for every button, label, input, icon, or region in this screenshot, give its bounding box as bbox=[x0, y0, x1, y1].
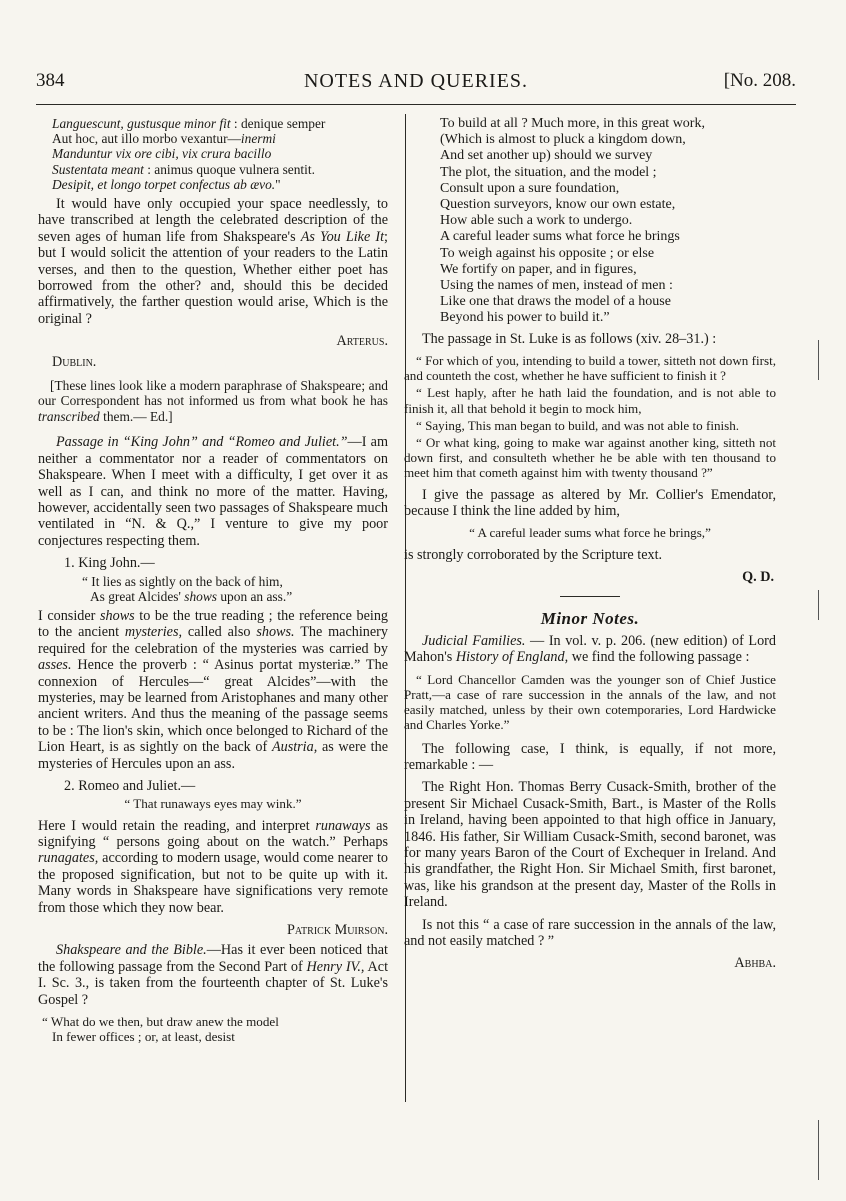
verse-line: Aut hoc, aut illo morbo vexantur—inermi bbox=[52, 131, 276, 147]
paragraph: is strongly corroborated by the Scripture text. bbox=[404, 546, 663, 563]
header-rule bbox=[36, 104, 796, 105]
verse-line: Desipit, et longo torpet confectus ab ævo." bbox=[52, 176, 281, 192]
scripture-quote: “ Saying, This man began to build, and was not able to finish. bbox=[416, 417, 740, 433]
list-item: 2. Romeo and Juliet.— bbox=[64, 778, 196, 795]
page-number: 384 bbox=[36, 70, 65, 91]
journal-title: NOTES AND QUERIES. bbox=[303, 70, 529, 92]
scripture-quote: “ Or what king, going to make war against another king, sitteth not down first, and consulteth whether he be able with ten thousand to meet him that cometh against him with twenty thousand ?” bbox=[404, 435, 776, 481]
verse-line: “ What do we then, but draw anew the model bbox=[42, 1014, 279, 1030]
edge-mark bbox=[818, 590, 819, 620]
section-rule bbox=[560, 596, 620, 597]
verse-line: Sustentata meant : animus quoque vulnera sentit. bbox=[52, 161, 315, 177]
paragraph: The following case, I think, is equally, if not more, remarkable : — bbox=[404, 740, 776, 773]
verse-line: As great Alcides' shows upon an ass.” bbox=[90, 588, 293, 604]
verse-line: Consult upon a sure foundation, bbox=[440, 180, 620, 196]
quote-verse bbox=[404, 116, 776, 327]
latin-verse bbox=[38, 116, 388, 192]
right-column bbox=[404, 116, 776, 976]
quote-verse: “ That runaways eyes may wink.” bbox=[124, 796, 302, 812]
verse-line: The plot, the situation, and the model ; bbox=[440, 164, 657, 180]
verse-line: We fortify on paper, and in figures, bbox=[440, 261, 637, 277]
verse-line: Beyond his power to build it.” bbox=[440, 310, 610, 326]
article-king-john: Passage in “King John” and “Romeo and Juliet.”—I am neither a commentator nor a reader of commentators on Shakspeare. When I meet with a difficulty, I get over it as well as I can, and think no more of the matter. Having, however, accidentally seen two passages of Shakspeare much ventilated in “N. & Q.,” I venture to give my poor conjectures respecting them. bbox=[38, 434, 389, 549]
verse-line: A careful leader sums what force he brings bbox=[440, 229, 680, 245]
verse-line: Using the names of men, instead of men : bbox=[440, 278, 673, 294]
verse-line: How able such a work to undergo. bbox=[440, 213, 633, 229]
paragraph: I give the passage as altered by Mr. Collier's Emendator, because I think the line added by him, bbox=[404, 486, 776, 520]
page-header bbox=[36, 70, 796, 100]
verse-line: Manduntur vix ore cibi, vix crura bacillo bbox=[52, 146, 272, 162]
verse-line: Like one that draws the model of a house bbox=[440, 294, 671, 310]
scripture-quote: “ For which of you, intending to build a tower, sitteth not down first, and counteth the cost, whether he have sufficient to finish it ? bbox=[404, 353, 776, 384]
verse-line: Question surveyors, know our own estate, bbox=[440, 197, 676, 213]
signature: Q. D. bbox=[742, 569, 774, 586]
verse-line: And set another up) should we survey bbox=[440, 148, 653, 164]
paragraph: The Right Hon. Thomas Berry Cusack-Smith, brother of the present Sir Michael Cusack-Smith, Bart., is Master of the Rolls in Ireland, having been appointed to that high office in January, 1846. His father, Sir William Cusack-Smith, second baronet, was for many years Baron of the Court of Exchequer in Ireland. And his grandfather, the Right Hon. Sir Michael Smith, first baronet, was, like his grandson at the present day, Master of the Rolls in Ireland. bbox=[404, 779, 776, 911]
paragraph: The passage in St. Luke is as follows (xiv. 28–31.) : bbox=[422, 330, 717, 347]
article-title: Shakspeare and the Bible. bbox=[56, 942, 207, 959]
editor-note: [These lines look like a modern paraphrase of Shakspeare; and our Correspondent has not informed us from what book he has transcribed them.— Ed.] bbox=[38, 378, 388, 424]
verse-line: Languescunt, gustusque minor fit : denique semper bbox=[52, 116, 326, 131]
verse-line: To build at all ? Much more, in this great work, bbox=[440, 116, 705, 131]
article-title: Judicial Families. bbox=[422, 632, 526, 649]
quote-verse bbox=[38, 574, 388, 604]
edge-mark bbox=[818, 1120, 819, 1180]
signature: Abhba. bbox=[734, 955, 776, 972]
place-name: Dublin. bbox=[52, 353, 97, 370]
scripture-quote: “ Lest haply, after he hath laid the foundation, and is not able to finish it, all that behold it begin to mock him, bbox=[404, 385, 776, 416]
quote-verse bbox=[38, 1014, 388, 1044]
article-judicial-families: Judicial Families. — In vol. v. p. 206. (new edition) of Lord Mahon's History of England, we find the following passage : bbox=[404, 632, 776, 666]
paragraph: Is not this “ a case of rare succession in the annals of the law, and not easily matched ? ” bbox=[404, 916, 776, 949]
left-column bbox=[38, 116, 388, 1049]
paragraph: It would have only occupied your space needlessly, to have transcribed at length the celebrated description of the seven ages of human life from Shakspeare's As You Like It; but I would solicit the attention of your readers to the Latin verses, and then to the question, Whether either poet has borrowed from the other? and, should this be decided affirmatively, the farther question would arise, Which is the original ? bbox=[38, 196, 388, 327]
verse-line: To weigh against his opposite ; or else bbox=[440, 245, 655, 261]
section-heading: Minor Notes. bbox=[540, 608, 640, 628]
verse-line: (Which is almost to pluck a kingdom down, bbox=[440, 132, 686, 148]
edge-mark bbox=[818, 340, 819, 380]
issue-number: [No. 208. bbox=[723, 70, 796, 91]
paragraph: I consider shows to be the true reading ; the reference being to the ancient mysteries, called also shows. The machinery required for the celebration of the mysteries was carried by asses. Hence the proverb : “ Asinus portat mysteriæ.” The connexion of Hercules—“ great Alcides”—with the mysteries, may be learned from Aristophanes and many other ancient writers. And thus the meaning of the passage seems to be : The lion's skin, which once belonged to Richard of the Lion Heart, is as sightly on the back of Austria, as were the mysteries of Hercules upon an ass. bbox=[38, 607, 389, 772]
article-shakspeare-bible: Shakspeare and the Bible.—Has it ever been noticed that the following passage from the Second Part of Henry IV., Act I. Sc. 3., is taken from the fourteenth chapter of St. Luke's Gospel ? bbox=[38, 942, 389, 1008]
quote-verse: “ A careful leader sums what force he brings,” bbox=[469, 525, 711, 541]
verse-line: “ It lies as sightly on the back of him, bbox=[82, 573, 283, 589]
signature: Arterus. bbox=[336, 333, 388, 350]
verse-line: In fewer offices ; or, at least, desist bbox=[52, 1029, 235, 1045]
quoted-passage: “ Lord Chancellor Camden was the younger son of Chief Justice Pratt,—a case of rare succession in the annals of the law, and not easily matched, unless by their own cotemporaries, Lord Hardwicke and Charles Yorke.” bbox=[404, 671, 776, 733]
list-item: 1. King John.— bbox=[64, 555, 155, 572]
article-title: Passage in “King John” and “Romeo and Juliet.” bbox=[56, 434, 348, 451]
signature: Patrick Muirson. bbox=[287, 922, 388, 939]
paragraph: Here I would retain the reading, and interpret runaways as signifying “ persons going about on the watch.” Perhaps runagates, according to modern usage, would come nearer to the proposed signification, but not to be quite up with it. Many words in Shakspeare have significations very remote from those which they now bear. bbox=[38, 817, 388, 916]
